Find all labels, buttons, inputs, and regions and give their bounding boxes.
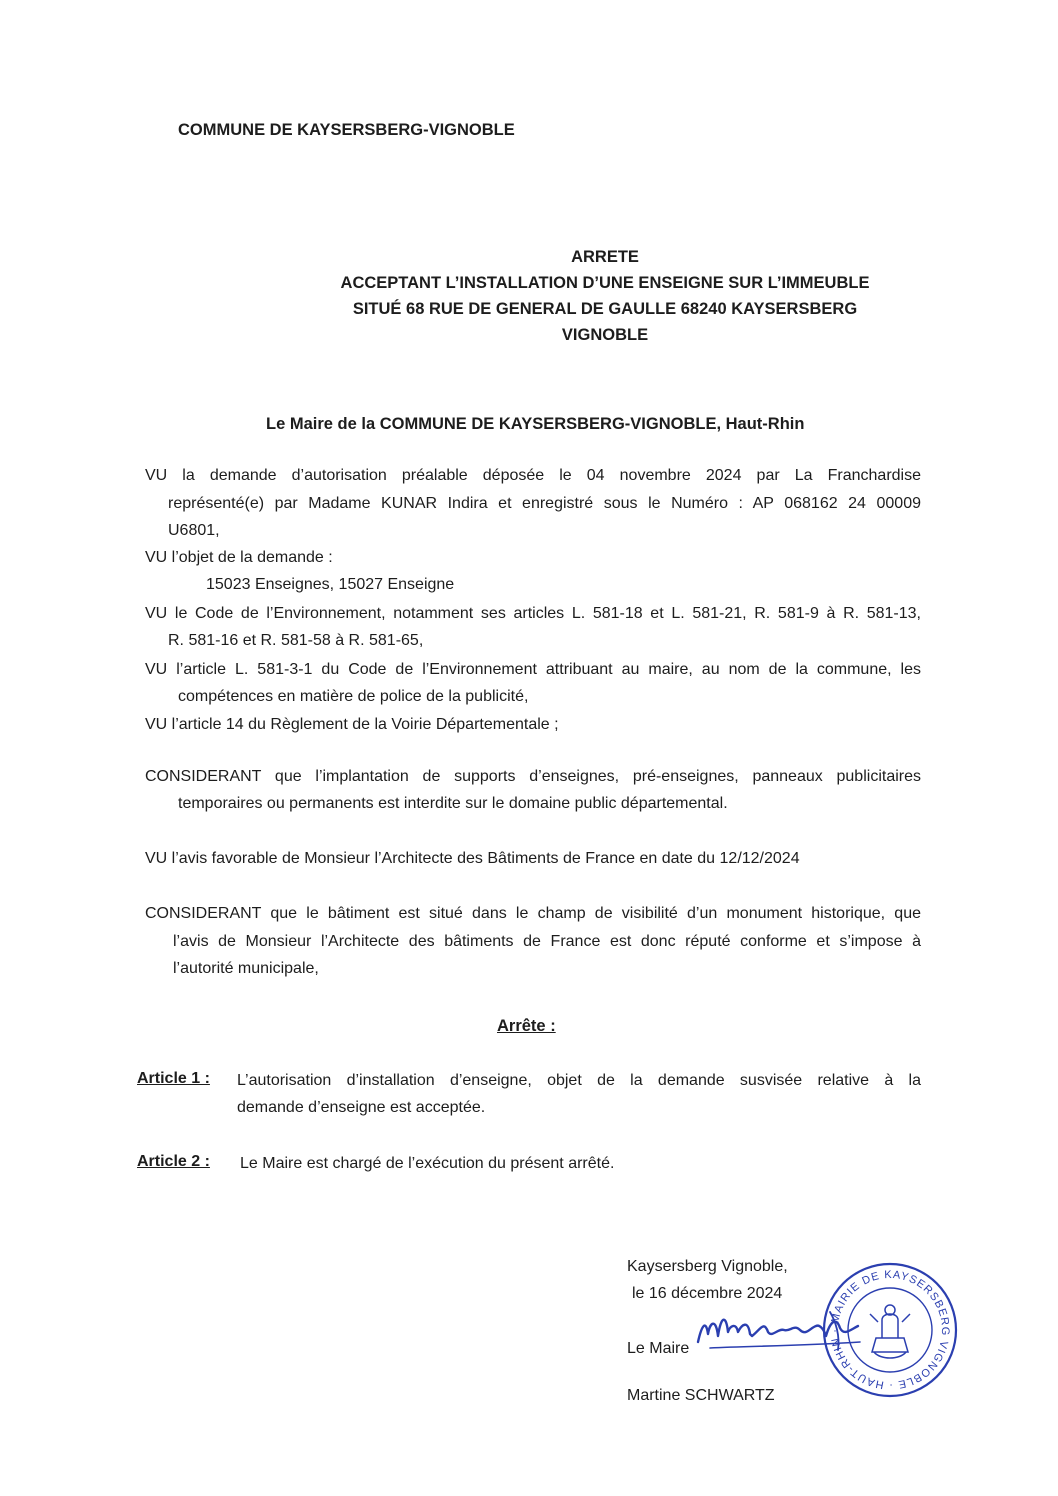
mairie-stamp <box>820 1260 960 1400</box>
document-title <box>300 244 910 348</box>
vu-objet-detail: 15023 Enseignes, 15027 Enseigne <box>206 576 455 593</box>
vu-demande-line-1: VU la demande d’autorisation préalable déposée le 04 novembre 2024 par La Franchardise <box>145 467 921 484</box>
arrete-heading: Arrête : <box>497 1017 556 1035</box>
vu-objet: VU l’objet de la demande : <box>145 549 333 566</box>
article-1-label: Article 1 : <box>137 1070 210 1087</box>
considerant-1-line-1: CONSIDERANT que l’implantation de supports d’enseignes, pré-enseignes, panneaux publicitaires <box>145 768 921 785</box>
vu-demande-line-3: U6801, <box>168 522 220 539</box>
vu-avis: VU l’avis favorable de Monsieur l’Architecte des Bâtiments de France en date du 12/12/2024 <box>145 850 800 867</box>
title-line-4: VIGNOBLE <box>561 326 649 344</box>
vu-code-line-2: R. 581-16 et R. 581-58 à R. 581-65, <box>168 632 424 649</box>
mayor-heading: Le Maire de la COMMUNE DE KAYSERSBERG-VIGNOBLE, Haut-Rhin <box>266 415 805 433</box>
svg-text:MAIRIE DE KAYSERSBERG VIGNOBLE: MAIRIE DE KAYSERSBERG VIGNOBLE · HAUT-RHIN · <box>828 1268 952 1392</box>
considerant-2-line-3: l’autorité municipale, <box>173 960 319 977</box>
title-line-2: ACCEPTANT L’INSTALLATION D’UNE ENSEIGNE SUR L’IMMEUBLE <box>340 274 870 292</box>
article-1-line-2: demande d’enseigne est acceptée. <box>237 1099 486 1116</box>
article-1-line-1: L’autorisation d’installation d’enseigne, objet de la demande susvisée relative à la <box>237 1072 921 1089</box>
title-line-3: SITUÉ 68 RUE DE GENERAL DE GAULLE 68240 KAYSERSBERG <box>352 300 858 318</box>
considerant-2-line-2: l’avis de Monsieur l’Architecte des bâtiments de France est donc réputé conforme et s’impose à <box>173 933 921 950</box>
article-2-line-1: Le Maire est chargé de l’exécution du présent arrêté. <box>240 1155 615 1172</box>
signature-place: Kaysersberg Vignoble, <box>627 1258 788 1275</box>
commune-header: COMMUNE DE KAYSERSBERG-VIGNOBLE <box>178 121 515 139</box>
article-2-label: Article 2 : <box>137 1153 210 1170</box>
title-line-1: ARRETE <box>571 248 639 266</box>
vu-article-line-2: compétences en matière de police de la publicité, <box>178 688 529 705</box>
signature-name: Martine SCHWARTZ <box>627 1387 775 1404</box>
considerant-1-line-2: temporaires ou permanents est interdite sur le domaine public départemental. <box>178 795 728 812</box>
signature-date: le 16 décembre 2024 <box>632 1285 783 1302</box>
signature-role: Le Maire <box>627 1340 690 1357</box>
vu-code-line-1: VU le Code de l’Environnement, notamment ses articles L. 581-18 et L. 581-21, R. 581-9 à R. 581-13, <box>145 605 921 622</box>
vu-demande-line-2: représenté(e) par Madame KUNAR Indira et enregistré sous le Numéro : AP 068162 24 00009 <box>168 495 921 512</box>
vu-article-line-1: VU l’article L. 581-3-1 du Code de l’Environnement attribuant au maire, au nom de la commune, les <box>145 661 921 678</box>
considerant-2-line-1: CONSIDERANT que le bâtiment est situé dans le champ de visibilité d’un monument historique, que <box>145 905 921 922</box>
vu-reglement: VU l’article 14 du Règlement de la Voirie Départementale ; <box>145 716 559 733</box>
